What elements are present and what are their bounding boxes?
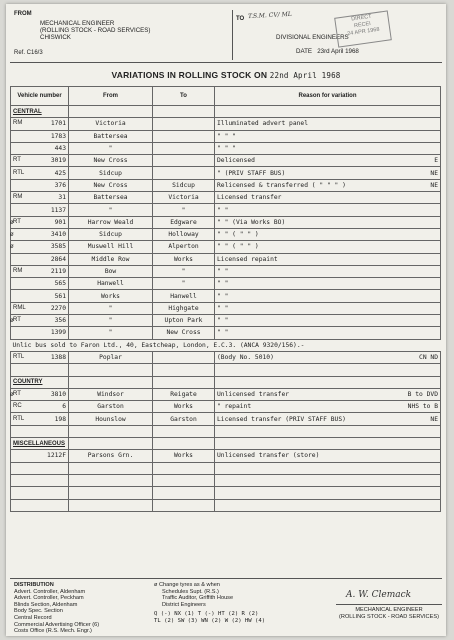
- section-label: COUNTRY: [11, 376, 69, 388]
- sold-note-row: [11, 339, 441, 351]
- distribution-item: Body Spec. Section: [14, 608, 63, 615]
- vehicle-cell: [11, 241, 69, 253]
- from-cell: Harrow Weald: [69, 216, 153, 228]
- signature-line: [336, 604, 442, 605]
- reason-cell: [215, 388, 441, 400]
- table-body: [11, 106, 441, 512]
- distribution-list: [14, 582, 99, 635]
- vehicle-class: RT: [13, 317, 21, 324]
- blank-row: [11, 474, 441, 486]
- tyre-change-mark: ø: [10, 231, 14, 239]
- vehicle-cell: [11, 204, 69, 216]
- to-label: TO: [236, 16, 245, 22]
- vehicle-cell: [11, 413, 69, 425]
- from-cell: ": [69, 204, 153, 216]
- table-row: [11, 130, 441, 142]
- vehicle-cell: [11, 216, 69, 228]
- to-cell: [153, 155, 215, 167]
- vehicle-cell: [11, 142, 69, 154]
- table-row: [11, 142, 441, 154]
- vehicle-cell: [11, 315, 69, 327]
- reason-note: NE: [430, 169, 438, 177]
- vehicle-number: 2270: [50, 304, 66, 312]
- date-label: DATE: [296, 48, 313, 55]
- reason-cell: [215, 228, 441, 240]
- reason-text: " ": [217, 329, 229, 337]
- table-row: [11, 278, 441, 290]
- distribution-item: Advert. Controller, Aldenham: [14, 588, 86, 595]
- notes-item: Traffic Auditor, Griffith House: [162, 595, 234, 602]
- from-cell: New Cross: [69, 155, 153, 167]
- to-cell: Garston: [153, 413, 215, 425]
- to-cell: Hanwell: [153, 290, 215, 302]
- table-row: [11, 192, 441, 204]
- table-row: [11, 401, 441, 413]
- to-cell: Edgware: [153, 216, 215, 228]
- to-cell: Holloway: [153, 228, 215, 240]
- vehicle-number: 31: [58, 194, 66, 202]
- table-row: [11, 265, 441, 277]
- vehicle-number: 1783: [50, 132, 66, 140]
- col-reason: Reason for variation: [215, 87, 441, 106]
- blank-row: [11, 364, 441, 376]
- tyres-note: ø Change tyres as & when: [154, 582, 220, 588]
- reason-cell: [215, 253, 441, 265]
- col-to: To: [153, 87, 215, 106]
- vehicle-cell: [11, 253, 69, 265]
- vehicle-number: 6: [62, 403, 66, 411]
- to-cell: Victoria: [153, 192, 215, 204]
- to-cell: Reigate: [153, 388, 215, 400]
- from-line-3: CHISWICK: [40, 34, 71, 41]
- blank-row: [11, 499, 441, 511]
- reason-text: " " ( " " ): [217, 231, 259, 239]
- reason-cell: [215, 315, 441, 327]
- reason-cell: [215, 241, 441, 253]
- from-cell: Muswell Hill: [69, 241, 153, 253]
- from-cell: Parsons Grn.: [69, 450, 153, 462]
- to-cell: Works: [153, 450, 215, 462]
- tyre-change-mark: ø: [10, 218, 14, 226]
- vehicle-number: 3810: [50, 390, 66, 398]
- vehicle-class: RTL: [13, 354, 25, 361]
- reason-text: " ": [217, 280, 229, 288]
- table-row: [11, 204, 441, 216]
- reason-text: " " (Via Works BO): [217, 218, 286, 226]
- reason-cell: [215, 216, 441, 228]
- vehicle-cell: [11, 130, 69, 142]
- table-row: [11, 388, 441, 400]
- stamp-text: DIRECT RECEI 24 APR 1968: [346, 13, 380, 38]
- section-label: MISCELLANEOUS: [11, 438, 69, 450]
- distribution-item: Commercial Advertising Officer (6): [14, 621, 100, 628]
- to-cell: Works: [153, 401, 215, 413]
- reason-text: " ": [217, 268, 229, 275]
- reason-text: Unlicensed transfer (store): [217, 452, 320, 460]
- table-row: [11, 315, 441, 327]
- to-cell: [153, 130, 215, 142]
- vehicle-number: 425: [54, 169, 66, 177]
- vehicle-cell: [11, 327, 69, 339]
- from-cell: ": [69, 142, 153, 154]
- reason-text: Delicensed: [217, 157, 255, 165]
- signatory-line-2: (ROLLING STOCK - ROAD SERVICES): [339, 613, 439, 620]
- reason-text: Relicensed & transferred ( " " " ): [217, 181, 346, 189]
- from-cell: ": [69, 327, 153, 339]
- reason-text: " " ": [217, 132, 236, 140]
- to-cell: ": [153, 204, 215, 216]
- reason-note: NE: [430, 415, 438, 423]
- vehicle-number: 901: [54, 218, 66, 226]
- to-cell: ": [153, 265, 215, 277]
- reason-cell: [215, 204, 441, 216]
- signatory-line-1: MECHANICAL ENGINEER: [355, 607, 423, 613]
- reason-text: " " ": [217, 145, 236, 153]
- table-row: [11, 241, 441, 253]
- vehicle-number: 356: [54, 317, 66, 325]
- memo-sheet: [6, 4, 446, 636]
- codes-line-2: TL (2) SW (3) WN (2) W (2) HW (4): [154, 617, 266, 624]
- tyre-change-mark: ø: [10, 243, 14, 251]
- table-row: [11, 179, 441, 191]
- header-divider: [232, 10, 233, 60]
- blank-row: [11, 462, 441, 474]
- to-cell: [153, 351, 215, 363]
- vehicle-number: 1388: [50, 354, 66, 362]
- vehicle-cell: [11, 450, 69, 462]
- vehicle-cell: [11, 192, 69, 204]
- vehicle-number: 1212F: [47, 452, 66, 460]
- to-handwritten: T.S.M. CV/ ML: [247, 10, 292, 21]
- tyre-change-mark: ø: [10, 317, 14, 325]
- reason-cell: [215, 302, 441, 314]
- reason-note: NE: [430, 181, 438, 189]
- reason-cell: [215, 179, 441, 191]
- from-cell: Poplar: [69, 351, 153, 363]
- reason-text: (Body No. 5010): [217, 354, 274, 362]
- notes-item: Schedules Supt. (R.S.): [162, 588, 219, 595]
- codes-line-1: Q (-) NX (1) T (-) HT (2) R (2): [154, 611, 259, 618]
- vehicle-cell: [11, 167, 69, 179]
- reason-text: " ": [217, 304, 229, 312]
- reason-text: " ": [217, 317, 229, 325]
- reason-text: " " ( " " ): [217, 243, 259, 251]
- vehicle-number: 3019: [50, 157, 66, 165]
- reason-cell: [215, 278, 441, 290]
- to-cell: Highgate: [153, 302, 215, 314]
- vehicle-number: 3585: [50, 243, 66, 251]
- reason-note: E: [434, 157, 438, 165]
- vehicle-number: 1399: [50, 329, 66, 337]
- title-date: 22nd April 1968: [269, 71, 341, 80]
- vehicle-cell: [11, 155, 69, 167]
- vehicle-cell: [11, 401, 69, 413]
- to-cell: Sidcup: [153, 179, 215, 191]
- vehicle-cell: [11, 228, 69, 240]
- reason-cell: [215, 413, 441, 425]
- vehicle-class: RT: [13, 218, 21, 225]
- vehicle-number: 2119: [50, 268, 66, 275]
- to-cell: Upton Park: [153, 315, 215, 327]
- distribution-lines: [14, 589, 99, 635]
- from-block: [14, 10, 234, 60]
- vehicle-number: 561: [54, 292, 66, 300]
- section-country: [11, 376, 441, 388]
- from-cell: Middle Row: [69, 253, 153, 265]
- middle-notes: [154, 582, 265, 625]
- table-row: [11, 118, 441, 130]
- reason-text: Licensed repaint: [217, 255, 278, 263]
- table-header: [11, 87, 441, 106]
- vehicle-class: RTL: [13, 169, 25, 176]
- from-cell: Battersea: [69, 130, 153, 142]
- distribution-item: Advert. Controller, Peckham: [14, 595, 84, 602]
- table-row: [11, 155, 441, 167]
- vehicle-class: RM: [13, 268, 23, 274]
- vehicle-class: RTL: [13, 415, 25, 422]
- reason-text: Illuminated advert panel: [217, 120, 308, 128]
- signature: A. W. Clemack: [346, 590, 412, 600]
- variations-table: [10, 86, 441, 512]
- from-cell: Windsor: [69, 388, 153, 400]
- from-cell: Works: [69, 290, 153, 302]
- footer-rule: [10, 578, 442, 579]
- table-row: [11, 302, 441, 314]
- vehicle-cell: [11, 179, 69, 191]
- to-cell: ": [153, 278, 215, 290]
- table-row: [11, 413, 441, 425]
- table-row: [11, 351, 441, 363]
- table-row: [11, 228, 441, 240]
- from-cell: ": [69, 315, 153, 327]
- vehicle-number: 443: [54, 145, 66, 153]
- from-label: FROM: [14, 11, 32, 17]
- header-rule: [10, 62, 442, 63]
- table-row: [11, 253, 441, 265]
- date-line: [296, 48, 359, 55]
- reason-text: " repaint: [217, 403, 252, 411]
- vehicle-cell: [11, 388, 69, 400]
- page-title: [6, 70, 446, 80]
- reason-cell: [215, 155, 441, 167]
- reason-text: Unlicensed transfer: [217, 390, 290, 398]
- col-from: From: [69, 87, 153, 106]
- vehicle-cell: [11, 290, 69, 302]
- table-row: [11, 327, 441, 339]
- vehicle-class: RC: [13, 403, 22, 410]
- distribution-heading: DISTRIBUTION: [14, 582, 54, 588]
- section-label: CENTRAL: [11, 106, 69, 118]
- to-cell: Works: [153, 253, 215, 265]
- vehicle-number: 1701: [50, 120, 66, 128]
- reason-text: Licensed transfer: [217, 194, 282, 202]
- table-row: [11, 216, 441, 228]
- reason-note: B to DVD: [407, 390, 438, 398]
- reason-text: " ": [217, 292, 229, 300]
- distribution-item: Central Record: [14, 614, 52, 621]
- to-department: DIVISIONAL ENGINEERS: [276, 34, 349, 41]
- notes-item: District Engineers: [162, 601, 206, 608]
- reason-cell: [215, 327, 441, 339]
- reference: Ref. C16/3: [14, 50, 43, 56]
- reason-text: " (PRIV STAFF BUS): [217, 169, 286, 177]
- vehicle-class: RT: [13, 157, 21, 164]
- blank-row: [11, 425, 441, 437]
- vehicle-class: RM: [13, 120, 23, 127]
- reason-text: Licensed transfer (PRIV STAFF BUS): [217, 415, 346, 423]
- vehicle-cell: [11, 278, 69, 290]
- to-cell: New Cross: [153, 327, 215, 339]
- vehicle-cell: [11, 265, 69, 277]
- table-row: [11, 167, 441, 179]
- to-cell: [153, 167, 215, 179]
- from-cell: Victoria: [69, 118, 153, 130]
- vehicle-number: 198: [54, 415, 66, 423]
- from-cell: ": [69, 302, 153, 314]
- reason-text: " ": [217, 206, 229, 214]
- from-cell: Sidcup: [69, 228, 153, 240]
- reason-cell: [215, 351, 441, 363]
- distribution-item: Blinds Section, Aldenham: [14, 601, 78, 608]
- from-cell: New Cross: [69, 179, 153, 191]
- vehicle-cell: [11, 302, 69, 314]
- col-vehicle: Vehicle number: [11, 87, 69, 106]
- vehicle-number: 565: [54, 280, 66, 288]
- table-row: [11, 290, 441, 302]
- vehicle-class: RML: [13, 304, 26, 311]
- section-central: [11, 106, 441, 118]
- from-cell: Battersea: [69, 192, 153, 204]
- from-line-2: (ROLLING STOCK - ROAD SERVICES): [40, 27, 151, 34]
- reason-cell: [215, 450, 441, 462]
- from-line-1: MECHANICAL ENGINEER: [40, 20, 115, 27]
- section-misc: [11, 438, 441, 450]
- from-cell: Garston: [69, 401, 153, 413]
- reason-cell: [215, 401, 441, 413]
- vehicle-cell: [11, 351, 69, 363]
- to-cell: [153, 118, 215, 130]
- reason-cell: [215, 265, 441, 277]
- distribution-item: Costs Office (R.S. Mech. Engr.): [14, 628, 92, 635]
- from-cell: Hounslow: [69, 413, 153, 425]
- from-cell: Sidcup: [69, 167, 153, 179]
- from-cell: Hanwell: [69, 278, 153, 290]
- vehicle-class: RM: [13, 194, 23, 201]
- vehicle-number: 376: [54, 181, 66, 189]
- blank-row: [11, 487, 441, 499]
- tyre-change-mark: ø: [10, 390, 14, 398]
- reason-cell: [215, 130, 441, 142]
- sold-note: Unlic bus sold to Faron Ltd., 40, Eastcheap, London, E.C.3. (ANCA 9320/156).-: [11, 339, 441, 351]
- reason-note: NHS to B: [407, 403, 438, 411]
- vehicle-number: 1137: [50, 206, 66, 214]
- vehicle-class: RT: [13, 390, 21, 397]
- vehicle-cell: [11, 118, 69, 130]
- reason-cell: [215, 118, 441, 130]
- reason-cell: [215, 142, 441, 154]
- reason-note: CN ND: [419, 354, 438, 362]
- reason-cell: [215, 167, 441, 179]
- reason-cell: [215, 192, 441, 204]
- middle-lines: [162, 589, 265, 609]
- to-cell: [153, 142, 215, 154]
- from-cell: Bow: [69, 265, 153, 277]
- vehicle-number: 3410: [50, 231, 66, 239]
- table-row: [11, 450, 441, 462]
- title-text: VARIATIONS IN ROLLING STOCK ON: [111, 70, 268, 80]
- date-value: 23rd April 1968: [317, 48, 359, 55]
- reason-cell: [215, 290, 441, 302]
- signatory-title: [331, 607, 447, 621]
- vehicle-number: 2864: [50, 255, 66, 263]
- to-cell: Alperton: [153, 241, 215, 253]
